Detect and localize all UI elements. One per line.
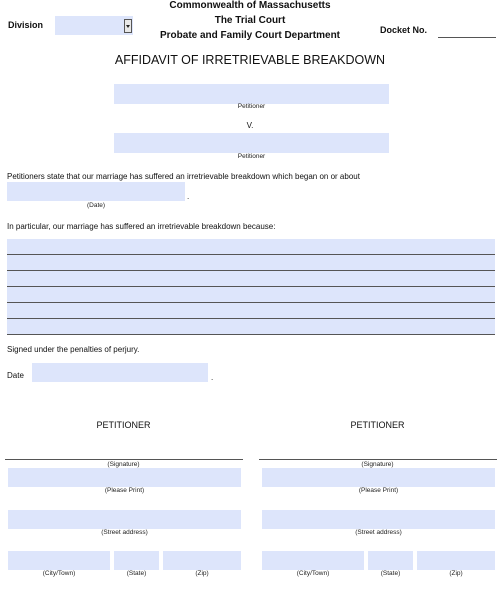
city-field-left[interactable] — [8, 551, 110, 570]
docket-label: Docket No. — [380, 25, 428, 35]
header-trial-court: The Trial Court — [214, 15, 286, 26]
reason-rule-4 — [7, 302, 495, 303]
breakdown-date-period: . — [187, 192, 190, 201]
perjury-statement: Signed under the penalties of perjury. — [7, 345, 140, 354]
print-caption-right: (Please Print) — [358, 487, 399, 494]
state-field-left[interactable] — [114, 551, 159, 570]
state-caption-left: (State) — [126, 570, 147, 577]
chevron-down-icon[interactable] — [124, 19, 132, 33]
print-name-field-right[interactable] — [262, 468, 495, 487]
reason-rule-1 — [7, 254, 495, 255]
reason-rule-6 — [7, 334, 495, 335]
petitioner-heading-left: PETITIONER — [96, 420, 151, 430]
reason-rule-3 — [7, 286, 495, 287]
city-field-right[interactable] — [262, 551, 364, 570]
signed-date-period: . — [211, 373, 214, 382]
signature-caption-right: (Signature) — [361, 461, 394, 468]
street-field-right[interactable] — [262, 510, 495, 529]
petitioner-2-caption: Petitioner — [237, 153, 266, 160]
breakdown-date-caption: (Date) — [86, 202, 106, 209]
zip-caption-right: (Zip) — [449, 570, 463, 577]
zip-caption-left: (Zip) — [195, 570, 209, 577]
petitioner-2-field[interactable] — [114, 133, 389, 153]
street-caption-left: (Street address) — [101, 529, 148, 536]
page-title: AFFIDAVIT OF IRRETRIEVABLE BREAKDOWN — [114, 53, 386, 67]
reason-rule-2 — [7, 270, 495, 271]
zip-field-left[interactable] — [163, 551, 241, 570]
signed-date-label: Date — [7, 371, 24, 380]
breakdown-statement: Petitioners state that our marriage has suffered an irretrievable breakdown which began on or about — [7, 172, 360, 181]
breakdown-reason-textarea[interactable] — [7, 239, 495, 335]
particular-statement: In particular, our marriage has suffered an irretrievable breakdown because: — [7, 222, 276, 231]
division-label: Division — [8, 20, 44, 30]
state-field-right[interactable] — [368, 551, 413, 570]
division-select[interactable] — [55, 16, 133, 35]
signature-line-right[interactable] — [259, 459, 497, 460]
print-name-field-left[interactable] — [8, 468, 241, 487]
city-caption-left: (City/Town) — [42, 570, 76, 577]
reason-rule-5 — [7, 318, 495, 319]
signed-date-field[interactable] — [32, 363, 208, 382]
print-caption-left: (Please Print) — [104, 487, 145, 494]
signature-line-left[interactable] — [5, 459, 243, 460]
signature-caption-left: (Signature) — [107, 461, 140, 468]
versus-label: V. — [246, 121, 254, 130]
street-field-left[interactable] — [8, 510, 241, 529]
docket-number-line[interactable] — [438, 37, 496, 38]
street-caption-right: (Street address) — [355, 529, 402, 536]
breakdown-date-field[interactable] — [7, 182, 185, 201]
petitioner-heading-right: PETITIONER — [350, 420, 405, 430]
petitioner-1-caption: Petitioner — [237, 103, 266, 110]
petitioner-1-field[interactable] — [114, 84, 389, 104]
header-department: Probate and Family Court Department — [159, 30, 341, 41]
city-caption-right: (City/Town) — [296, 570, 330, 577]
header-commonwealth: Commonwealth of Massachusetts — [169, 0, 331, 11]
state-caption-right: (State) — [380, 570, 401, 577]
zip-field-right[interactable] — [417, 551, 495, 570]
